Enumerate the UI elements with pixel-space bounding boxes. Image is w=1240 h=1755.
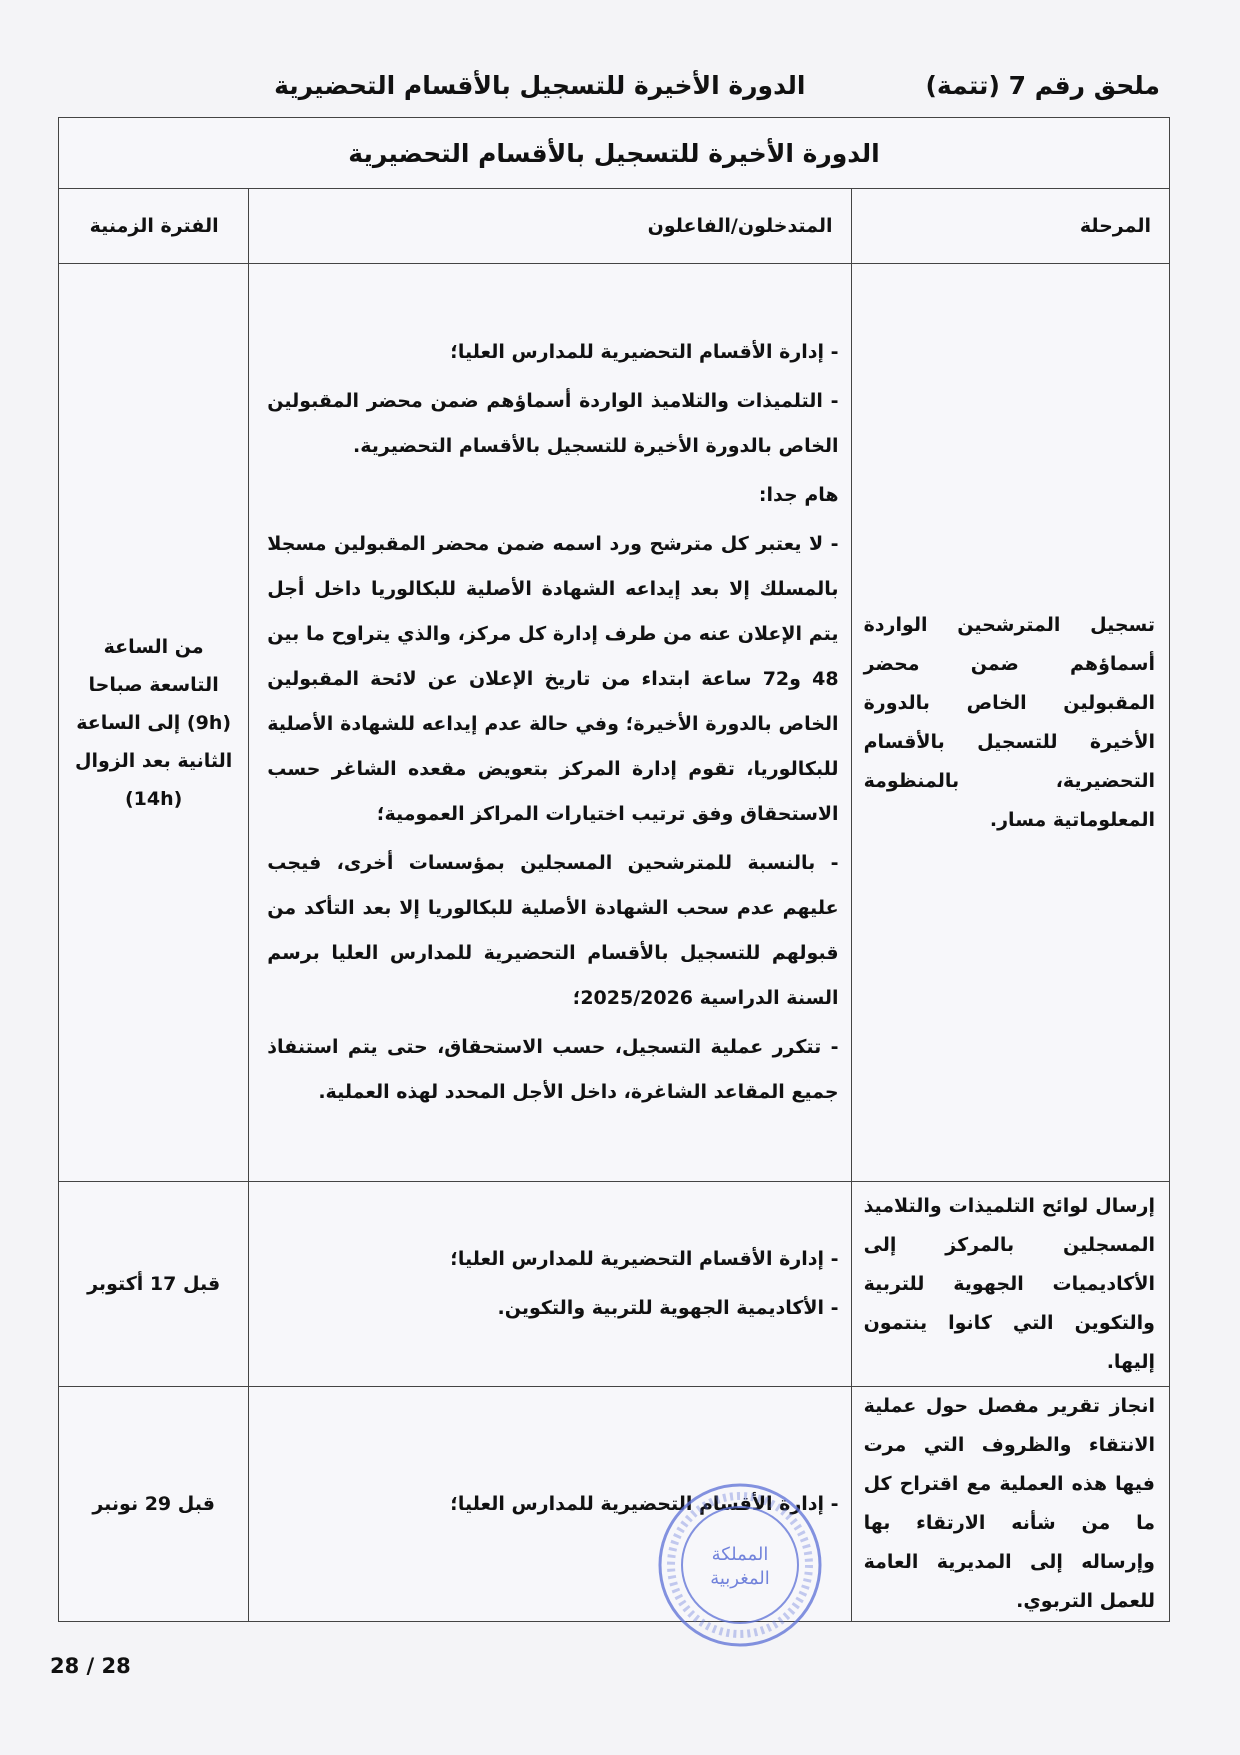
svg-text:المملكة: المملكة [711,1544,769,1565]
official-stamp [655,1480,825,1650]
column-header-period: الفترة الزمنية [59,189,249,264]
page-header [240,60,1160,110]
page-title: الدورة الأخيرة للتسجيل بالأقسام التحضيرية [274,70,806,100]
period-cell: من الساعة التاسعة صباحا (9h) إلى الساعة الثانية بعد الزوال (14h) [59,264,249,1182]
actor-item: - إدارة الأقسام التحضيرية للمدارس العليا؛ [267,1482,838,1527]
actors-cell [249,264,851,1182]
actor-item: - الأكاديمية الجهوية للتربية والتكوين. [267,1286,838,1331]
period-cell: قبل 29 نونبر [59,1387,249,1622]
page-number: 28 / 28 [50,1654,131,1678]
note-item: - لا يعتبر كل مترشح ورد اسمه ضمن محضر المقبولين مسجلا بالمسلك إلا بعد إيداعه الشهادة الأصلية للبكالوريا داخل أجل يتم الإعلان عنه من طرف إدارة كل مركز، والذي يتراوح ما بين 48 و72 ساعة ابتداء من تاريخ الإعلان عن لائحة المقبولين الخاص بالدورة الأخيرة؛ وفي حالة عدم إيداعه للشهادة الأصلية للبكالوريا، تقوم إدارة المركز بتعويض مقعده الشاغر حسب الاستحقاق وفق ترتيب اختيارات المراكز العمومية؛ [267,522,838,837]
registration-table [58,117,1170,1622]
actors-cell [249,1182,851,1387]
important-label: هام جدا: [758,484,839,506]
actor-item: - إدارة الأقسام التحضيرية للمدارس العليا؛ [267,1237,838,1282]
actor-item: - إدارة الأقسام التحضيرية للمدارس العليا؛ [267,330,838,375]
table-row [59,264,1170,1182]
stage-cell: تسجيل المترشحين الواردة أسماؤهم ضمن محضر المقبولين الخاص بالدورة الأخيرة للتسجيل بالأقسام التحضيرية، بالمنظومة المعلوماتية مسار. [851,264,1169,1182]
stage-cell: إرسال لوائح التلميذات والتلاميذ المسجلين بالمركز إلى الأكاديميات الجهوية للتربية والتكوين التي كانوا ينتمون إليها. [851,1182,1169,1387]
period-cell: قبل 17 أكتوبر [59,1182,249,1387]
table-row [59,1182,1170,1387]
stamp-seal-icon [655,1480,825,1650]
note-item: - تتكرر عملية التسجيل، حسب الاستحقاق، حتى يتم استنفاذ جميع المقاعد الشاغرة، داخل الأجل المحدد لهذه العملية. [267,1025,838,1115]
annex-label: ملحق رقم 7 (تتمة) [925,70,1160,100]
column-header-actors: المتدخلون/الفاعلون [249,189,851,264]
svg-text:المغربية: المغربية [710,1568,770,1589]
stage-cell: انجاز تقرير مفصل حول عملية الانتقاء والظروف التي مرت فيها هذه العملية مع اقتراح كل ما من شأنه الارتقاء بها وإرساله إلى المديرية العامة للعمل التربوي. [851,1387,1169,1622]
column-header-stage: المرحلة [851,189,1169,264]
table-row [59,1387,1170,1622]
table-banner: الدورة الأخيرة للتسجيل بالأقسام التحضيرية [59,118,1170,189]
actor-item: - التلميذات والتلاميذ الواردة أسماؤهم ضمن محضر المقبولين الخاص بالدورة الأخيرة للتسجيل بالأقسام التحضيرية. [267,379,838,469]
note-item: - بالنسبة للمترشحين المسجلين بمؤسسات أخرى، فيجب عليهم عدم سحب الشهادة الأصلية للبكالوريا إلا بعد التأكد من قبولهم للتسجيل بالأقسام التحضيرية للمدارس العليا برسم السنة الدراسية 2025/2026؛ [267,841,838,1021]
